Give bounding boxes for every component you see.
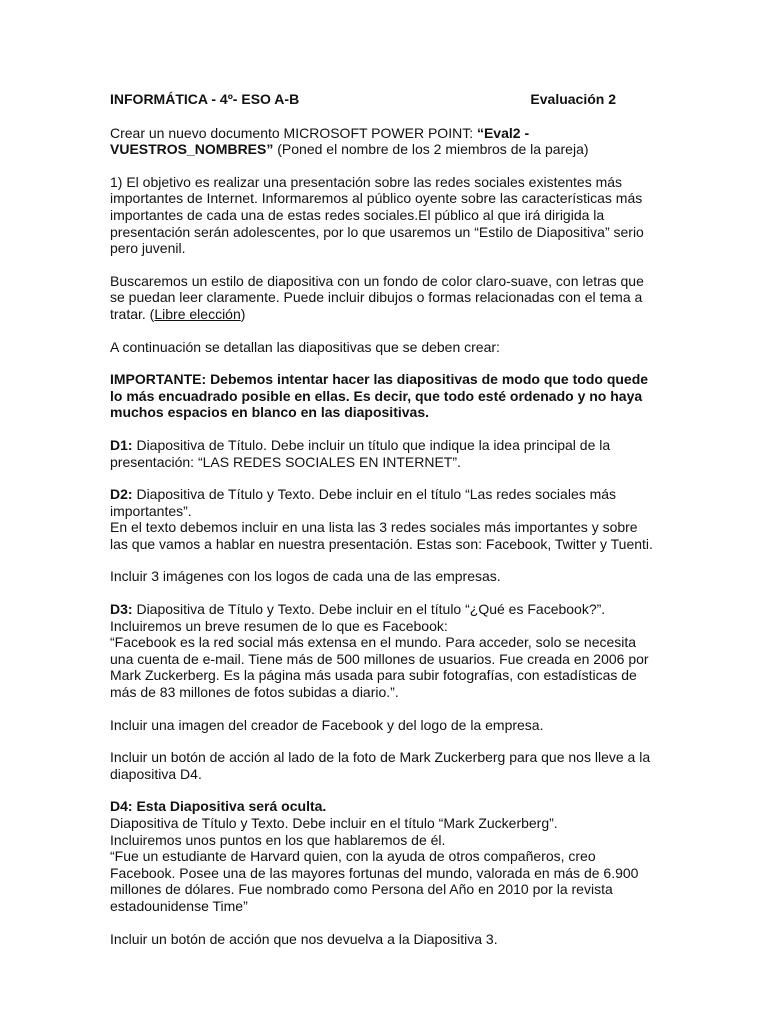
slides-intro-paragraph: A continuación se detallan las diapositivas que se deben crear: [110,338,500,355]
slide-d3-summary-intro: Incluiremos un breve resumen de lo que es Facebook: [110,617,448,634]
free-choice-text: Libre elección [154,305,241,322]
objective-paragraph: 1) El objetivo es realizar una presentación sobre las redes sociales existentes más importantes de Internet. Informaremos al público oyente sobre las características más importantes de cada una de estas redes sociales.El público al que irá dirigida la presentación serán adolescentes, por lo que usaremos un “Estilo de Diapositiva” serio pero juvenil. [110,173,644,257]
file-name: “Eval2 - VUESTROS_NOMBRES” [110,124,530,158]
slide-d3-button-paragraph: Incluir un botón de acción al lado de la foto de Mark Zuckerberg para que nos lleve a la diapositiva D4. [110,749,651,782]
slide-d3-image-paragraph: Incluir una imagen del creador de Facebook y del logo de la empresa. [110,716,544,733]
slide-d2-title-paragraph: D2: Diapositiva de Título y Texto. Debe incluir en el título “Las redes sociales más importantes”. [110,486,617,519]
slide-d1-label: D1: [110,436,133,453]
slide-d4-title-paragraph: Diapositiva de Título y Texto. Debe incluir en el título “Mark Zuckerberg”. [110,815,558,831]
slide-d2-label: D2: [110,486,133,503]
intro-paragraph: Crear un nuevo documento MICROSOFT POWER POINT: “Eval2 - VUESTROS_NOMBRES” (Poned el nombre de los 2 miembros de la pareja) [110,124,589,158]
slide-d4-points-paragraph: Incluiremos unos puntos en los que hablaremos de él. [110,831,446,848]
slide-d4-quote: “Fue un estudiante de Harvard quien, con la ayuda de otros compañeros, creo Facebook. Posee una de las mayores fortunas del mundo, valorada en más de 6.900 millones de dólares. Fue nombrado como Persona del Año en 2010 por la revista estadounidense Time” [110,848,639,914]
slide-d4-heading: D4: Esta Diapositiva será oculta. [110,798,327,815]
style-paragraph: Buscaremos un estilo de diapositiva con un fondo de color claro-suave, con letras que se puedan leer claramente. Puede incluir dibujos o formas relacionadas con el tema a tratar. (Libre elección) [110,272,644,322]
slide-d3-quote: “Facebook es la red social más extensa en el mundo. Para acceder, solo se necesita una cuenta de e-mail. Tiene más de 500 millones de usuarios. Fue creada en 2006 por Mark Zuckerberg. Es la página más usada para subir fotografías, con estadísticas de más de 83 millones de fotos subidas a diario.”. [110,634,649,701]
slide-d1-paragraph: D1: Diapositiva de Título. Debe incluir un título que indique la idea principal de la presentación: “LAS REDES SOCIALES EN INTERNET”. [110,436,611,470]
slide-d3-title-paragraph: D3: Diapositiva de Título y Texto. Debe incluir en el título “¿Qué es Facebook?”. [110,601,606,618]
slide-d2-images-paragraph: Incluir 3 imágenes con los logos de cada una de las empresas. [110,568,501,585]
document-header [110,91,616,108]
important-paragraph: IMPORTANTE: Debemos intentar hacer las diapositivas de modo que todo quede lo más encuadrado posible en ellas. Es decir, que todo esté ordenado y no haya muchos espacios en blanco en las diapositivas. [110,371,649,421]
course-title: INFORMÁTICA - 4º- ESO A-B [110,91,300,107]
slide-d3-label: D3: [110,601,133,618]
slide-d4-button-paragraph: Incluir un botón de acción que nos devuelva a la Diapositiva 3. [110,930,498,947]
slide-d2-text-paragraph: En el texto debemos incluir en una lista las 3 redes sociales más importantes y sobre las que vamos a hablar en nuestra presentación. Estas son: Facebook, Twitter y Tuenti. [110,519,653,552]
evaluation-label: Evaluación 2 [530,91,616,107]
